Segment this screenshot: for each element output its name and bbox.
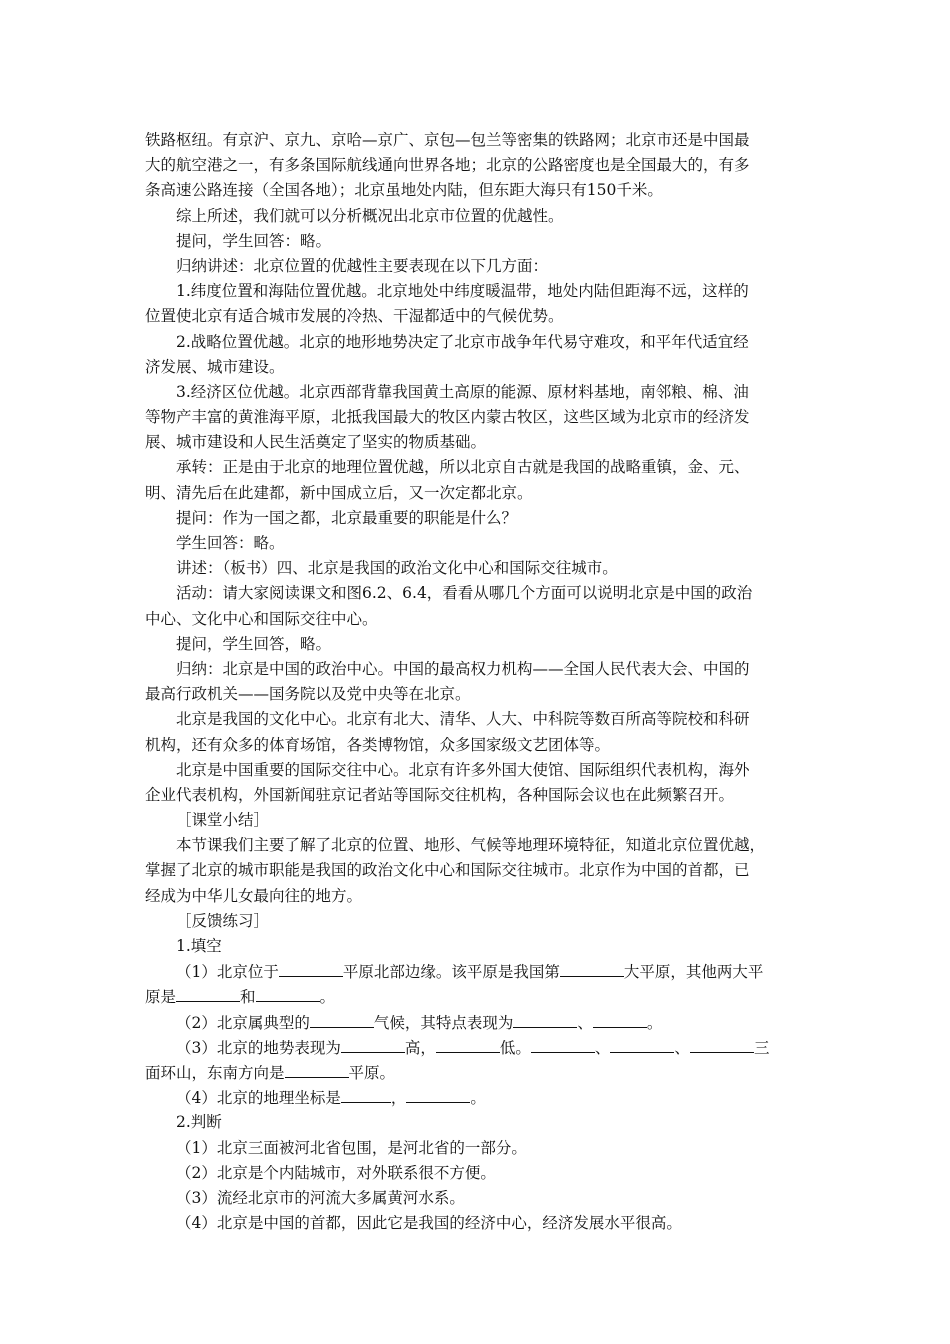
question-text: 和	[240, 988, 256, 1007]
paragraph-lecture: 讲述：（板书）四、北京是我国的政治文化中心和国际交往城市。	[176, 559, 618, 578]
text-line: 承转：正是由于北京的地理位置优越，所以北京自古就是我国的战略重镇，金、元、	[176, 458, 750, 477]
answer-blank[interactable]	[513, 1010, 577, 1028]
document-body	[145, 128, 810, 1236]
text-line: 本节课我们主要了解了北京的位置、地形、气候等地理环境特征，知道北京位置优越，	[176, 836, 766, 855]
question-text: 三	[753, 1038, 770, 1057]
text-line	[145, 1060, 810, 1085]
answer-blank[interactable]	[341, 1035, 405, 1053]
question-text: 、	[594, 1038, 611, 1057]
text-line: 北京是中国重要的国际交往中心。北京有许多外国大使馆、国际组织代表机构，海外	[176, 760, 750, 779]
text-line: 济发展、城市建设。	[145, 357, 285, 376]
text-line: 北京是我国的文化中心。北京有北大、清华、人大、中科院等数百所高等院校和科研	[176, 710, 750, 729]
answer-blank[interactable]	[531, 1035, 595, 1053]
text-line: 2.战略位置优越。北京的地形地势决定了北京市战争年代易守难攻，和平年代适宜经	[176, 332, 749, 351]
text-line: 中心、文化中心和国际交往中心。	[145, 609, 378, 628]
question-text: 、	[577, 1013, 593, 1032]
answer-blank[interactable]	[690, 1035, 754, 1053]
text-line: 位置使北京有适合城市发展的冷热、干湿都适中的气候优势。	[145, 307, 564, 326]
judge-question: （3）流经北京市的河流大多属黄河水系。	[176, 1188, 465, 1207]
fill-question-2	[145, 1010, 810, 1035]
paragraph-cultural-center	[145, 707, 810, 757]
text-line: 铁路枢纽。有京沪、京九、京哈—京广、京包—包兰等密集的铁路网；北京市还是中国最	[145, 131, 750, 149]
text-line: 等物产丰富的黄淮海平原，北抵我国最大的牧区内蒙古牧区，这些区域为北京市的经济发	[145, 408, 750, 427]
judge-question: （1）北京三面被河北省包围，是河北省的一部分。	[176, 1138, 527, 1157]
paragraph-point-3	[145, 380, 810, 456]
paragraph-lesson-summary	[145, 833, 810, 909]
question-text: 。	[319, 988, 336, 1007]
question-text: 面环山，东南方向是	[145, 1063, 285, 1082]
text-line: 归纳：北京是中国的政治中心。中国的最高权力机构——全国人民代表大会、中国的	[176, 659, 750, 678]
question-text: ，	[390, 1089, 407, 1108]
answer-blank[interactable]	[285, 1060, 349, 1078]
question-text: 。	[470, 1089, 486, 1108]
paragraph-political-center	[145, 657, 810, 707]
text-line	[145, 1010, 810, 1035]
answer-blank[interactable]	[279, 959, 343, 977]
text-line: 最高行政机关——国务院以及党中央等在北京。	[145, 685, 471, 704]
judge-question: （2）北京是个内陆城市，对外联系很不方便。	[176, 1163, 496, 1182]
question-text: 、	[674, 1038, 690, 1057]
paragraph-transport	[145, 128, 810, 204]
answer-blank[interactable]	[436, 1035, 500, 1053]
answer-blank[interactable]	[406, 1085, 470, 1103]
text-line: 条高速公路连接（全国各地）；北京虽地处内陆，但东距大海只有150千米。	[145, 181, 663, 200]
fill-question-1	[145, 959, 810, 1009]
paragraph-student-answer: 学生回答：略。	[176, 534, 285, 552]
answer-blank[interactable]	[560, 959, 624, 977]
text-line	[145, 984, 810, 1009]
text-line: 经成为中华儿女最向往的地方。	[145, 886, 363, 905]
judge-questions	[145, 1136, 810, 1237]
section-heading-feedback: ［反馈练习］	[176, 911, 270, 930]
question-text: （3）北京的地势表现为	[176, 1038, 341, 1057]
exercise-heading-fill: 1.填空	[176, 937, 222, 955]
question-text: 平原北部边缘。该平原是我国第	[342, 963, 560, 982]
paragraph-activity	[145, 581, 810, 631]
text-line: 3.经济区位优越。北京西部背靠我国黄土高原的能源、原材料基地，南邻粮、棉、油	[176, 382, 749, 401]
text-line	[145, 959, 810, 984]
question-text: 平原。	[348, 1063, 396, 1082]
judge-question: （4）北京是中国的首都，因此它是我国的经济中心，经济发展水平很高。	[176, 1214, 682, 1233]
paragraph-conclusion: 综上所述，我们就可以分析概况出北京市位置的优越性。	[176, 206, 564, 225]
paragraph-transition	[145, 455, 810, 505]
section-heading-summary: ［课堂小结］	[176, 811, 270, 830]
exercise-heading-judge: 2.判断	[176, 1113, 222, 1132]
text-line: 明、清先后在此建都，新中国成立后，又一次定都北京。	[145, 483, 533, 502]
question-text: （1）北京位于	[176, 963, 279, 982]
text-line: 掌握了北京的城市职能是我国的政治文化中心和国际交往城市。北京作为中国的首都，已	[145, 861, 750, 880]
text-line: 企业代表机构，外国新闻驻京记者站等国际交往机构，各种国际会议也在此频繁召开。	[145, 785, 735, 804]
question-text: 低。	[499, 1038, 531, 1057]
paragraph-international-center	[145, 758, 810, 808]
text-line	[145, 1035, 810, 1060]
fill-question-4	[145, 1085, 810, 1110]
text-line: 活动：请大家阅读课文和图6.2、6.4，看看从哪几个方面可以说明北京是中国的政治	[176, 584, 753, 603]
question-text: （4）北京的地理坐标是	[176, 1089, 341, 1108]
question-text: （2）北京属典型的	[176, 1013, 310, 1032]
paragraph-question-capital: 提问：作为一国之都，北京最重要的职能是什么？	[176, 508, 518, 527]
paragraph-point-2	[145, 330, 810, 380]
answer-blank[interactable]	[341, 1085, 391, 1103]
fill-question-3	[145, 1035, 810, 1085]
paragraph-question: 提问，学生回答：略。	[176, 231, 332, 250]
question-text: 高，	[404, 1038, 436, 1057]
text-line	[145, 1085, 810, 1110]
question-text: 原是	[145, 988, 177, 1007]
question-text: 气候，其特点表现为	[373, 1013, 514, 1032]
answer-blank[interactable]	[593, 1010, 647, 1028]
text-line: 1.纬度位置和海陆位置优越。北京地处中纬度暖温带，地处内陆但距海不远，这样的	[176, 282, 749, 301]
question-text: 大平原，其他两大平	[623, 963, 764, 982]
text-line: 展、城市建设和人民生活奠定了坚实的物质基础。	[145, 433, 487, 452]
paragraph-summary-intro: 归纳讲述：北京位置的优越性主要表现在以下几方面：	[176, 256, 549, 275]
answer-blank[interactable]	[256, 984, 320, 1002]
paragraph-question-2: 提问，学生回答，略。	[176, 634, 332, 653]
text-line: 大的航空港之一，有多条国际航线通向世界各地；北京的公路密度也是全国最大的，有多	[145, 156, 750, 175]
text-line: 机构，还有众多的体育场馆，各类博物馆，众多国家级文艺团体等。	[145, 735, 611, 754]
answer-blank[interactable]	[310, 1010, 374, 1028]
answer-blank[interactable]	[610, 1035, 674, 1053]
paragraph-point-1	[145, 279, 810, 329]
answer-blank[interactable]	[176, 984, 240, 1002]
question-text: 。	[646, 1013, 663, 1032]
